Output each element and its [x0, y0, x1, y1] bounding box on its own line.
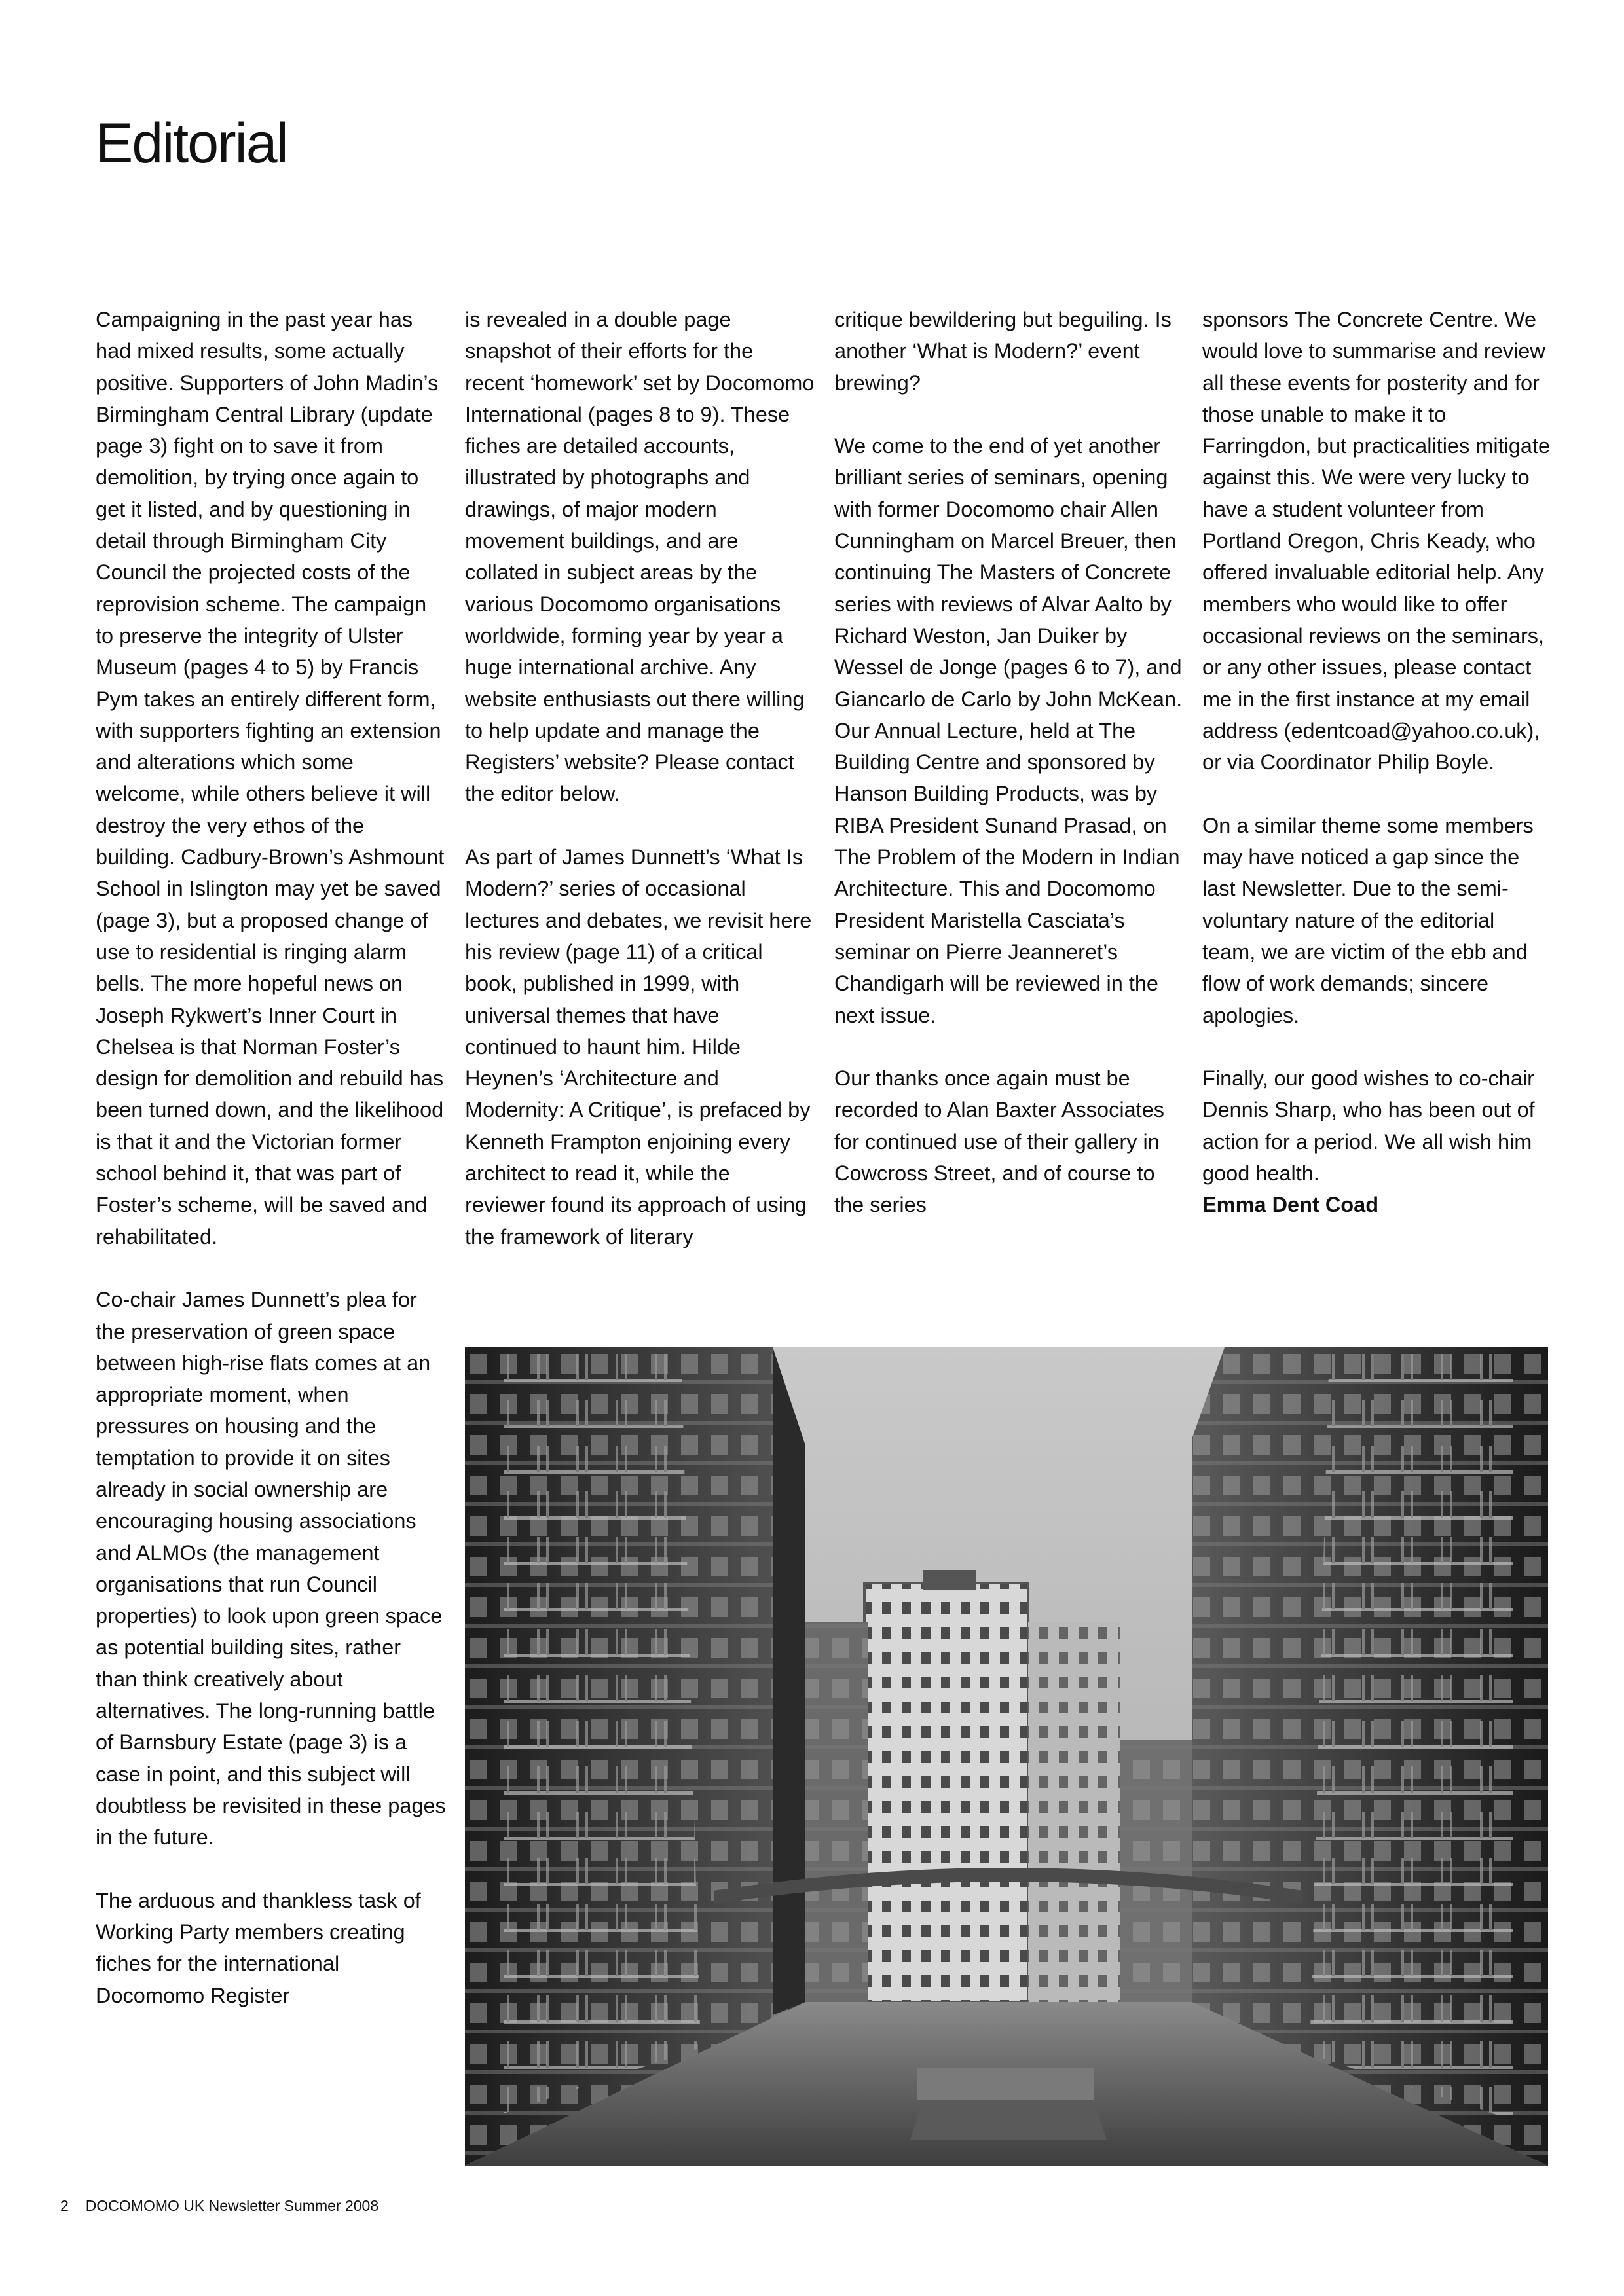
closing-text: Finally, our good wishes to co-chair Dennis Sharp, who has been out of action for a period. We all wish him good health.	[1202, 1066, 1535, 1186]
paragraph: We come to the end of yet another brilliant series of seminars, opening with former Docomomo chair Allen Cunningham on Marcel Breuer, then continuing The Masters of Concrete series with reviews of Alvar Aalto by Richard Weston, Jan Duiker by Wessel de Jonge (pages 6 to 7), and Giancarlo de Carlo by John McKean. Our Annual Lecture, held at The Building Centre and sponsored by Hanson Building Products, was by RIBA President Sunand Prasad, on The Problem of the Modern in Indian Architecture. This and Docomomo President Maristella Casciata’s seminar on Pierre Jeanneret’s Chandigarh will be reviewed in the next issue.	[834, 434, 1183, 1027]
editor-signature: Emma Dent Coad	[1202, 1193, 1379, 1217]
paragraph: As part of James Dunnett’s ‘What Is Modern?’ series of occasional lectures and debates, we revisit here his review (page 11) of a critical book, published in 1999, with universal themes that have continued to haunt him. Hilde Heynen’s ‘Architecture and Modernity: A Critique’, is prefaced by Kenneth Frampton enjoining every architect to read it, while the reviewer found its approach of using the framework of literary	[465, 845, 812, 1248]
column-4	[1202, 304, 1553, 1221]
column-1	[96, 304, 447, 2011]
paragraph: On a similar theme some members may have noticed a gap since the last Newsletter. Due to the semi-voluntary nature of the editorial team, we are victim of the ebb and flow of work demands; sincere apologies.	[1202, 813, 1534, 1027]
column-2	[465, 304, 816, 1252]
page-footer	[60, 2196, 378, 2215]
photo-high-rise-flats-courtyard	[465, 1347, 1548, 2166]
paragraph	[1202, 1063, 1553, 1220]
page-title: Editorial	[96, 112, 287, 175]
paragraph: is revealed in a double page snapshot of their efforts for the recent ‘homework’ set by Docomomo International (pages 8 to 9). These fiches are detailed accounts, illustrated by photographs and drawings, of major modern movement buildings, and are collated in subject areas by the various Docomomo organisations worldwide, forming year by year a huge international archive. Any website enthusiasts out there willing to help update and manage the Registers’ website? Please contact the editor below.	[465, 308, 815, 806]
paragraph: sponsors The Concrete Centre. We would love to summarise and review all these events for posterity and for those unable to make it to Farringdon, but practicalities mitigate against this. We were very lucky to have a student volunteer from Portland Oregon, Chris Keady, who offered invaluable editorial help. Any members who would like to offer occasional reviews on the seminars, or any other issues, please contact me in the first instance at my email address (edentcoad@yahoo.co.uk), or via Coordinator Philip Boyle.	[1202, 308, 1551, 774]
paragraph: Campaigning in the past year has had mixed results, some actually positive. Supporters of John Madin’s Birmingham Central Library (update page 3) fight on to save it from demolition, by trying once again to get it listed, and by questioning in detail through Birmingham City Council the projected costs of the reprovision scheme. The campaign to preserve the integrity of Ulster Museum (pages 4 to 5) by Francis Pym takes an entirely different form, with supporters fighting an extension and alterations which some welcome, while others believe it will destroy the very ethos of the building. Cadbury-Brown’s Ashmount School in Islington may yet be saved (page 3), but a proposed change of use to residential is ringing alarm bells. The more hopeful news on Joseph Rykwert’s Inner Court in Chelsea is that Norman Foster’s design for demolition and rebuild has been turned down, and the likelihood is that it and the Victorian former school behind it, that was part of Foster’s scheme, will be saved and rehabilitated.	[96, 308, 445, 1248]
paragraph: Co-chair James Dunnett’s plea for the preservation of green space between high-rise flats comes at an appropriate moment, when pressures on housing and the temptation to provide it on sites already in social ownership are encouraging housing associations and ALMOs (the management organisations that run Council properties) to look upon green space as potential building sites, rather than think creatively about alternatives. The long-running battle of Barnsbury Estate (page 3) is a case in point, and this subject will doubtless be revisited in these pages in the future.	[96, 1288, 446, 1850]
page-number: 2	[60, 2197, 69, 2214]
paragraph: Our thanks once again must be recorded to Alan Baxter Associates for continued use of their gallery in Cowcross Street, and of course to the series	[834, 1066, 1165, 1217]
photo-illustration	[465, 1347, 1548, 2166]
paragraph: The arduous and thankless task of Working Party members creating fiches for the international Docomomo Register	[96, 1888, 421, 2007]
publication-name: DOCOMOMO UK Newsletter Summer 2008	[85, 2197, 379, 2214]
column-3	[834, 304, 1185, 1221]
paragraph: critique bewildering but beguiling. Is another ‘What is Modern?’ event brewing?	[834, 308, 1172, 395]
